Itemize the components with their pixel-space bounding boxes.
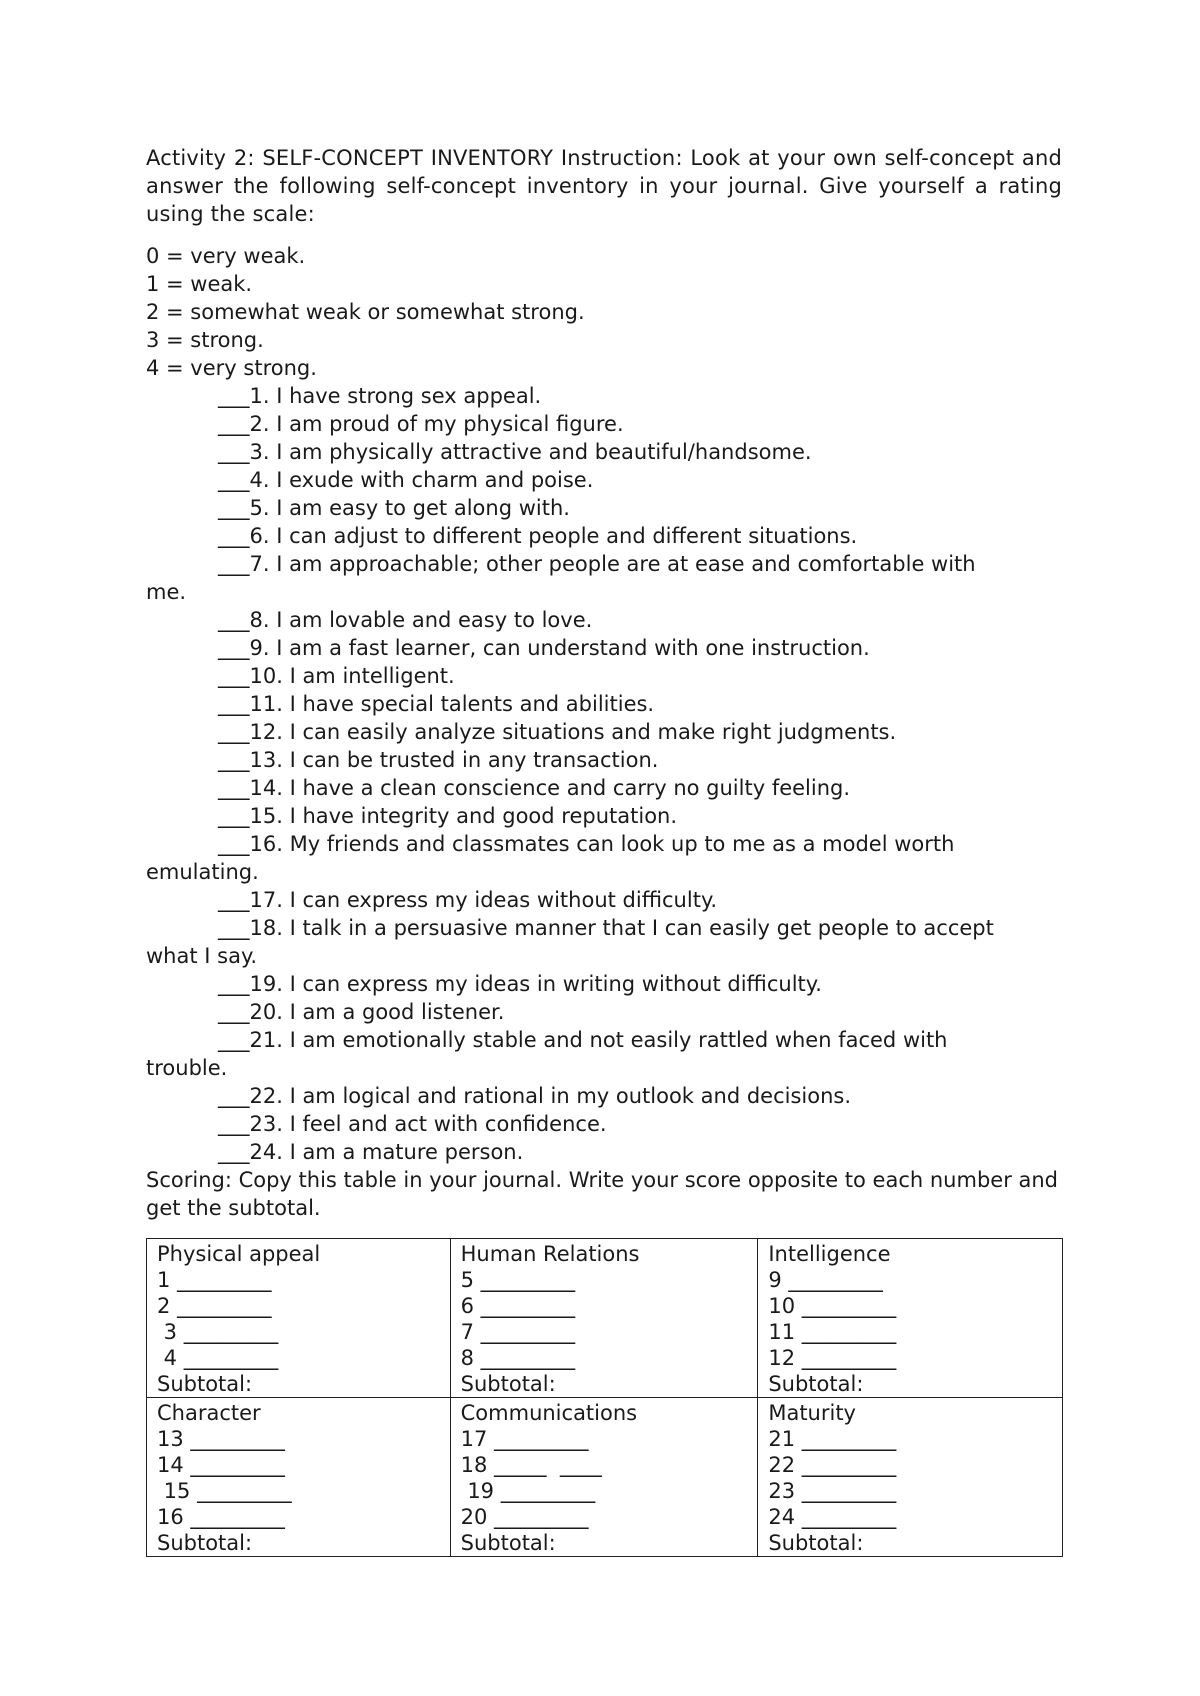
inventory-item-text: ___10. I am intelligent. (218, 664, 455, 688)
inventory-item-continuation: what I say. (146, 944, 258, 968)
scale-item: 0 = very weak. (146, 244, 306, 268)
inventory-item (146, 1082, 1062, 1110)
document-page (146, 144, 1062, 1557)
category-cell (147, 1398, 451, 1557)
score-line: 7 _________ (460, 1320, 576, 1344)
score-line: 20 _________ (460, 1505, 589, 1529)
score-line: 12 _________ (768, 1346, 897, 1370)
score-line: 4 _________ (157, 1346, 279, 1370)
score-line: 18 _____ ____ (460, 1453, 602, 1477)
inventory-item-text: ___20. I am a good listener. (218, 1000, 505, 1024)
inventory-item-text: ___4. I exude with charm and poise. (218, 468, 594, 492)
category-cell (450, 1239, 758, 1398)
table-row (147, 1398, 1063, 1557)
score-line: 14 _________ (157, 1453, 285, 1477)
inventory-item (146, 746, 1062, 774)
category-cell (450, 1398, 758, 1557)
inventory-item-continuation: emulating. (146, 860, 259, 884)
inventory-item-text: ___1. I have strong sex appeal. (218, 384, 542, 408)
inventory-item-text: ___8. I am lovable and easy to love. (218, 608, 593, 632)
inventory-item (146, 634, 1062, 662)
score-line: 19 _________ (460, 1479, 596, 1503)
score-line: 3 _________ (157, 1320, 279, 1344)
inventory-item (146, 718, 1062, 746)
scale-item: 2 = somewhat weak or somewhat strong. (146, 300, 585, 324)
category-cell (758, 1398, 1063, 1557)
score-line: 2 _________ (157, 1294, 272, 1318)
inventory-item-text: ___12. I can easily analyze situations and make right judgments. (218, 720, 897, 744)
inventory-item-continuation: trouble. (146, 1056, 228, 1080)
inventory-item-text: ___21. I am emotionally stable and not easily rattled when faced with (218, 1028, 948, 1052)
inventory-item-text: ___3. I am physically attractive and beautiful/handsome. (218, 440, 812, 464)
category-title: Character (157, 1401, 261, 1425)
inventory-item-text: ___17. I can express my ideas without difficulty. (218, 888, 718, 912)
subtotal-label: Subtotal: (768, 1372, 864, 1396)
inventory-item-text: ___24. I am a mature person. (218, 1140, 524, 1164)
inventory-item (146, 466, 1062, 494)
inventory-item-text: ___11. I have special talents and abilities. (218, 692, 655, 716)
inventory-item (146, 830, 1062, 886)
inventory-item-text: ___22. I am logical and rational in my outlook and decisions. (218, 1084, 852, 1108)
score-line: 13 _________ (157, 1427, 285, 1451)
inventory-item-text: ___2. I am proud of my physical figure. (218, 412, 624, 436)
inventory-item-text: ___13. I can be trusted in any transaction. (218, 748, 659, 772)
inventory-item-text: ___15. I have integrity and good reputation. (218, 804, 678, 828)
inventory-item (146, 438, 1062, 466)
subtotal-label: Subtotal: (157, 1531, 253, 1555)
category-cell (758, 1239, 1063, 1398)
category-title: Human Relations (460, 1242, 640, 1266)
inventory-item (146, 382, 1062, 410)
table-row (147, 1239, 1063, 1398)
subtotal-label: Subtotal: (460, 1372, 556, 1396)
scale-item: 3 = strong. (146, 328, 264, 352)
category-title: Physical appeal (157, 1242, 321, 1266)
score-line: 9 _________ (768, 1268, 883, 1292)
category-cell (147, 1239, 451, 1398)
rating-scale (146, 242, 1062, 382)
inventory-item (146, 494, 1062, 522)
scoring-instructions: Scoring: Copy this table in your journal. Write your score opposite to each number and get the subtotal. (146, 1168, 1059, 1220)
inventory-item (146, 886, 1062, 914)
inventory-item-text: ___6. I can adjust to different people and different situations. (218, 524, 858, 548)
inventory-item (146, 998, 1062, 1026)
inventory-item (146, 1138, 1062, 1166)
inventory-item-text: ___14. I have a clean conscience and carry no guilty feeling. (218, 776, 851, 800)
inventory-item (146, 1026, 1062, 1082)
score-line: 16 _________ (157, 1505, 285, 1529)
inventory-item (146, 802, 1062, 830)
subtotal-label: Subtotal: (460, 1531, 556, 1555)
inventory-item (146, 522, 1062, 550)
inventory-item (146, 550, 1062, 606)
subtotal-label: Subtotal: (768, 1531, 864, 1555)
scale-item: 4 = very strong. (146, 356, 317, 380)
inventory-item-text: ___23. I feel and act with confidence. (218, 1112, 607, 1136)
score-line: 17 _________ (460, 1427, 589, 1451)
score-line: 21 _________ (768, 1427, 897, 1451)
score-line: 5 _________ (460, 1268, 576, 1292)
inventory-item (146, 1110, 1062, 1138)
subtotal-label: Subtotal: (157, 1372, 253, 1396)
inventory-item-text: ___7. I am approachable; other people are at ease and comfortable with (218, 552, 976, 576)
inventory-item-continuation: me. (146, 580, 187, 604)
inventory-item (146, 606, 1062, 634)
category-title: Maturity (768, 1401, 856, 1425)
category-title: Intelligence (768, 1242, 891, 1266)
score-line: 1 _________ (157, 1268, 272, 1292)
score-line: 10 _________ (768, 1294, 897, 1318)
activity-instructions: Activity 2: SELF-CONCEPT INVENTORY Instruction: Look at your own self-concept and answer the following self-concept inventory in your journal. Give yourself a rating using the scale: (146, 146, 1062, 226)
score-line: 22 _________ (768, 1453, 897, 1477)
inventory-item (146, 774, 1062, 802)
inventory-item-text: ___16. My friends and classmates can look up to me as a model worth (218, 832, 955, 856)
inventory-item-text: ___9. I am a fast learner, can understand with one instruction. (218, 636, 870, 660)
inventory-item (146, 662, 1062, 690)
inventory-item (146, 970, 1062, 998)
category-title: Communications (460, 1401, 638, 1425)
score-line: 23 _________ (768, 1479, 897, 1503)
score-line: 24 _________ (768, 1505, 897, 1529)
score-line: 11 _________ (768, 1320, 897, 1344)
inventory-item-text: ___18. I talk in a persuasive manner that I can easily get people to accept (218, 916, 994, 940)
inventory-items (146, 382, 1062, 1166)
inventory-item-text: ___19. I can express my ideas in writing without difficulty. (218, 972, 822, 996)
scale-item: 1 = weak. (146, 272, 253, 296)
score-line: 6 _________ (460, 1294, 576, 1318)
scoring-table (146, 1238, 1063, 1557)
inventory-item (146, 914, 1062, 970)
inventory-item-text: ___5. I am easy to get along with. (218, 496, 570, 520)
inventory-item (146, 690, 1062, 718)
score-line: 8 _________ (460, 1346, 576, 1370)
score-line: 15 _________ (157, 1479, 292, 1503)
inventory-item (146, 410, 1062, 438)
